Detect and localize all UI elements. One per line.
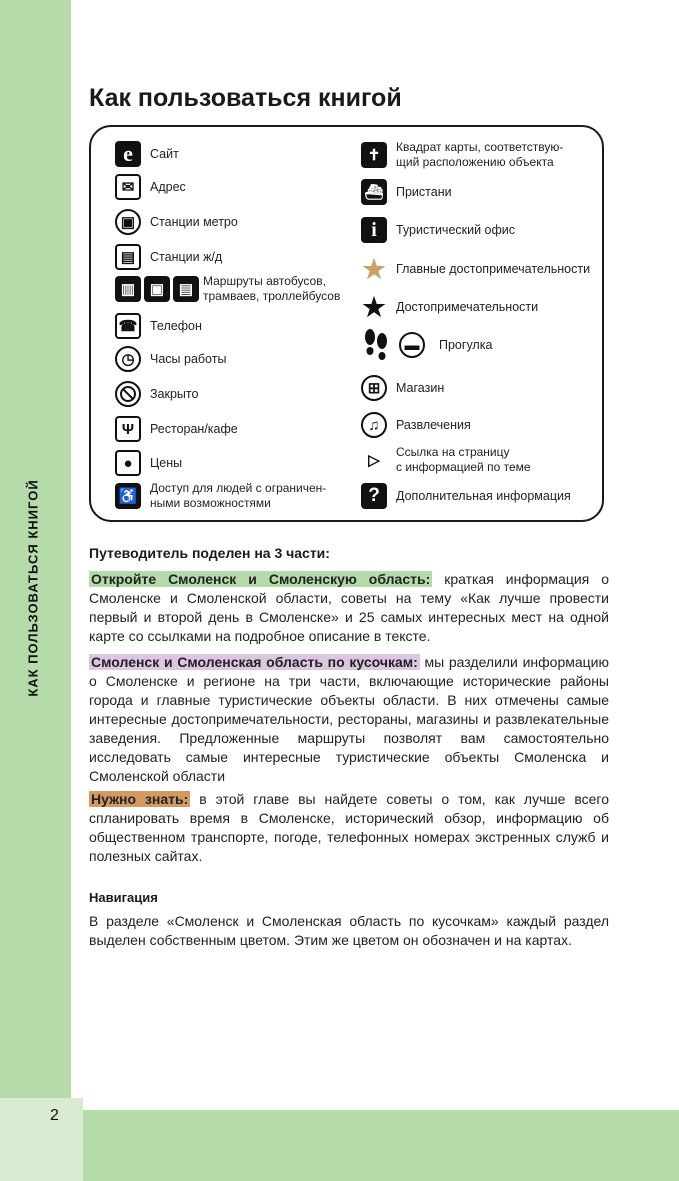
section-pieces	[89, 653, 609, 786]
shop-icon: ⊞	[361, 375, 387, 401]
legend-item-sights	[361, 291, 539, 322]
legend-item-page-link	[361, 445, 531, 475]
navigation-text: В разделе «Смоленск и Смоленская область по кусочкам» каждый раздел выделен собственным цветом. Этим же цветом он обозначен и на картах.	[89, 913, 609, 948]
legend-label: Доступ для людей с ограничен- ными возможностями	[150, 481, 327, 510]
legend-label: Часы работы	[150, 352, 227, 366]
legend-label: Развлечения	[396, 418, 471, 432]
legend-label: Главные достопримечательности	[396, 262, 591, 276]
info-icon: i	[361, 217, 387, 243]
section-need-to-know	[89, 790, 609, 866]
envelope-icon: ✉	[115, 174, 141, 200]
legend-label: Магазин	[396, 381, 445, 395]
section-text-pieces: мы разделили информацию о Смоленске и регионе на три части, включающие исторические районы города и главные туристические объекты области. В них отмечены самые интересные достопримечательности, рестораны, магазины и развлекательные заведения. Предложенные маршруты позволят вам самостоятельно исследовать самые интересные туристические объекты Смоленска и Смоленской области	[89, 654, 609, 784]
tram-icon: ▣	[144, 276, 170, 302]
legend-item-prices	[115, 450, 182, 476]
legend-item-tourist-office	[361, 217, 515, 243]
restaurant-icon: Ψ	[115, 416, 141, 442]
phone-icon: ☎	[115, 313, 141, 339]
legend-label: Телефон	[150, 319, 202, 333]
legend-label: Туристический офис	[396, 223, 516, 237]
legend-label: Дополнительная информация	[396, 489, 571, 503]
page-number: 2	[50, 1107, 59, 1124]
legend-label: Цены	[150, 456, 183, 470]
legend-label: Адрес	[150, 180, 186, 194]
star-icon: ★	[362, 291, 386, 322]
legend-item-website	[115, 141, 179, 167]
legend-label: Прогулка	[439, 338, 493, 352]
page-link-icon: ▷	[368, 452, 380, 469]
legend-item-train	[115, 244, 222, 270]
metro-icon: ▣	[115, 209, 141, 235]
legend-label: Квадрат карты, соответствую- щий расположению объекта	[396, 140, 564, 169]
intro-heading: Путеводитель поделен на 3 части:	[89, 545, 330, 561]
map-grid-icon: ✝	[361, 142, 387, 168]
legend-label: Ссылка на страницу с информацией по теме	[396, 445, 531, 474]
bottom-band	[83, 1110, 679, 1181]
trolleybus-icon: ▤	[173, 276, 199, 302]
legend-item-hours	[115, 346, 226, 372]
legend-label: Станции ж/д	[150, 250, 223, 264]
legend-item-shop	[361, 375, 444, 401]
coins-icon: ●	[115, 450, 141, 476]
legend-item-metro	[115, 209, 238, 235]
section-text-discover: краткая информация о Смоленске и Смоленской области, советы на тему «Как лучше провести первый и второй день в Смоленске» и 25 самых интересных мест на одной карте со ссылками на подробное описание в тексте.	[89, 571, 609, 644]
section-heading-pieces: Смоленск и Смоленская область по кусочкам:	[91, 654, 418, 670]
section-text-need-to-know: в этой главе вы найдете советы о том, как лучше всего спланировать время в Смоленске, исторический обзор, информацию об общественном транспорте, погоде, телефонных номерах экстренных служб и полезных сайтах.	[89, 791, 610, 864]
legend-item-map-grid	[361, 140, 588, 170]
legend-item-additional-info	[361, 483, 571, 509]
music-icon: ♫	[361, 412, 387, 438]
legend-label: Пристани	[396, 185, 452, 199]
legend-item-closed	[115, 381, 198, 407]
star-gold-icon: ★	[362, 253, 386, 284]
icon-legend	[89, 125, 604, 522]
legend-item-walk	[361, 332, 492, 358]
section-discover	[89, 570, 609, 646]
question-icon: ?	[361, 483, 387, 509]
legend-label: Ресторан/кафе	[150, 422, 238, 436]
section-heading-need-to-know: Нужно знать:	[91, 791, 189, 807]
wheelchair-icon: ♿	[115, 483, 141, 509]
legend-item-transport	[115, 274, 340, 304]
car-icon: ▬	[399, 332, 425, 358]
navigation-heading: Навигация	[89, 890, 158, 905]
legend-label: Достопримечательности	[396, 300, 539, 314]
legend-item-entertainment	[361, 412, 471, 438]
legend-item-restaurant	[115, 416, 238, 442]
legend-item-main-sights	[361, 253, 591, 284]
train-icon: ▤	[115, 244, 141, 270]
section-heading-discover: Откройте Смоленск и Смоленскую область:	[91, 571, 431, 587]
legend-label: Сайт	[150, 147, 179, 161]
pier-icon: ⛴	[361, 179, 387, 205]
closed-icon	[115, 381, 141, 407]
legend-item-phone	[115, 313, 202, 339]
legend-item-address	[115, 174, 186, 200]
legend-label: Станции метро	[150, 215, 238, 229]
legend-item-accessibility	[115, 481, 326, 511]
legend-label: Маршруты автобусов, трамваев, троллейбусов	[203, 274, 341, 303]
page-title: Как пользоваться книгой	[89, 84, 402, 112]
footprints-icon	[361, 332, 391, 358]
page-number-box	[0, 1098, 83, 1181]
bus-icon: ▥	[115, 276, 141, 302]
website-icon: e	[115, 141, 141, 167]
legend-item-pier	[361, 179, 452, 205]
sidebar-chapter-label: КАК ПОЛЬЗОВАТЬСЯ КНИГОЙ	[25, 479, 41, 697]
legend-label: Закрыто	[150, 387, 199, 401]
clock-icon: ◷	[115, 346, 141, 372]
